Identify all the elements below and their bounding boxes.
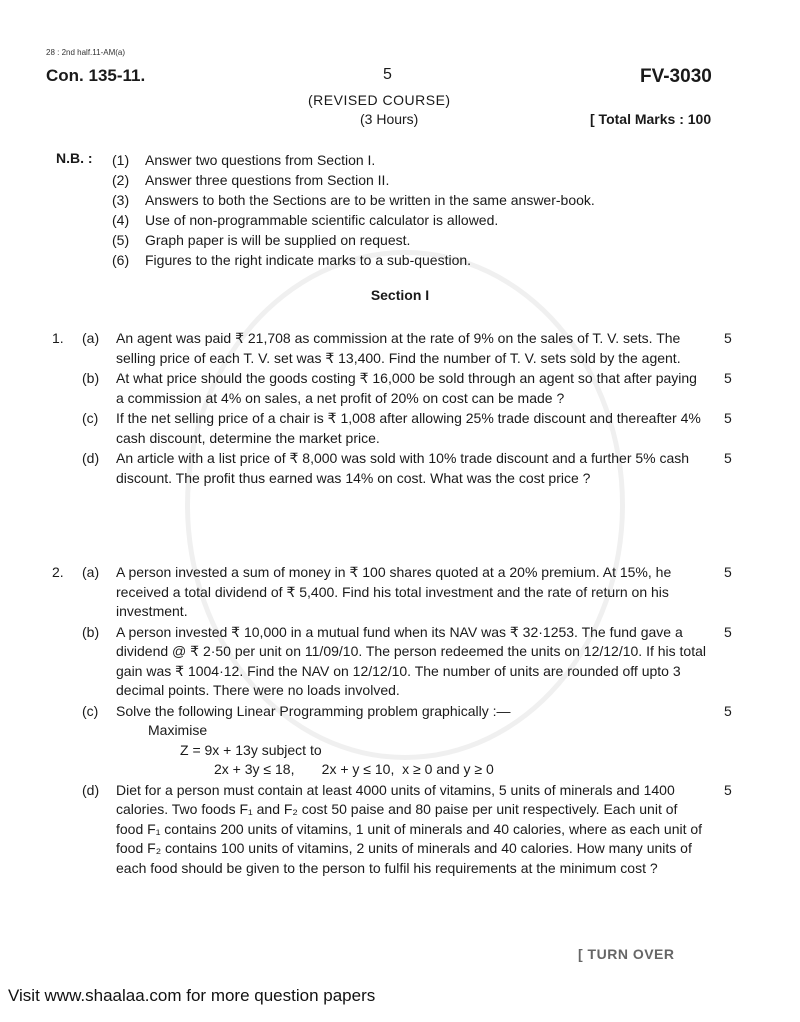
turn-over: [ TURN OVER — [578, 946, 675, 962]
part-marks: 5 — [724, 370, 732, 386]
part-marks: 5 — [724, 410, 732, 426]
duration: (3 Hours) — [360, 111, 419, 127]
part-label: (b) — [82, 623, 100, 640]
part-label: (a) — [82, 330, 100, 346]
question-part — [0, 329, 800, 368]
part-marks: 5 — [724, 623, 732, 640]
part-text: A person invested ₹ 10,000 in a mutual fund when its NAV was ₹ 32·1253. The fund gave a dividend @ ₹ 2·50 per unit on 11/09/10. The person redeemed the units on 12/12/10. If his total gain was ₹ 1004·12. Find the NAV on 12/12/10. The number of units are rounded off upto 3 decimal points. There were no loads involved. — [116, 623, 706, 698]
total-marks: [ Total Marks : 100 — [590, 111, 712, 127]
instruction-item: (3) Answers to both the Sections are to be written in the same answer-book. — [112, 192, 595, 208]
nb-label: N.B. : — [56, 150, 93, 166]
part-text: An agent was paid ₹ 21,708 as commission at the rate of 9% on the sales of T. V. sets. The selling price of each T. V. set was ₹ 13,400. Find the number of T. V. sets sold by the agent. — [116, 330, 681, 366]
part-marks: 5 — [724, 564, 732, 580]
instruction-list — [112, 150, 732, 270]
part-text: At what price should the goods costing ₹ 16,000 be sold through an agent so that after paying a commission at 4% on sales, a net profit of 20% on cost can be made ? — [116, 370, 697, 406]
question-part — [0, 781, 800, 879]
tiny-code: 28 : 2nd half.11-AM(a) — [46, 48, 126, 57]
question-2 — [0, 563, 800, 878]
question-number: 1. — [52, 330, 64, 346]
part-text: Solve the following Linear Programming problem graphically :— — [116, 702, 511, 719]
course-label: (REVISED COURSE) — [308, 92, 451, 108]
part-marks: 5 — [724, 781, 732, 798]
lp-objective: Z = 9x + 13y subject to — [180, 741, 322, 758]
part-label: (d) — [82, 781, 100, 798]
instruction-item: (5) Graph paper is will be supplied on request. — [112, 232, 411, 248]
part-marks: 5 — [724, 450, 732, 466]
page-number: 5 — [383, 66, 392, 83]
question-part — [0, 369, 800, 408]
part-marks: 5 — [724, 330, 732, 346]
question-part — [0, 409, 800, 448]
con-code: Con. 135-11. — [46, 66, 146, 85]
lp-maximise: Maximise — [148, 722, 208, 738]
part-text: Diet for a person must contain at least 4000 units of vitamins, 5 units of minerals and 1400 calories. Two foods F₁ and F₂ cost 50 paise and 80 paise per unit respectively. Each unit of food F₁ contains 200 units of vitamins, 1 unit of minerals and 40 calories, where as each unit of food F₂ contains 100 units of vitamins, 2 units of minerals and 40 calories. How many units of each food should be given to the person to fulfil his requirements at the minimum cost ? — [116, 781, 703, 876]
part-marks: 5 — [724, 702, 732, 719]
question-part — [0, 702, 800, 780]
part-text: An article with a list price of ₹ 8,000 was sold with 10% trade discount and a further 5% cash discount. The profit thus earned was 14% on cost. What was the cost price ? — [116, 450, 690, 486]
instruction-item: (6) Figures to the right indicate marks to a sub-question. — [112, 252, 472, 268]
paper-code: FV-3030 — [640, 66, 712, 87]
part-label: (a) — [82, 564, 100, 580]
instruction-item: (1) Answer two questions from Section I. — [112, 152, 376, 168]
part-label: (c) — [82, 410, 99, 426]
question-1 — [0, 329, 800, 488]
part-label: (d) — [82, 450, 100, 466]
instruction-item: (4) Use of non-programmable scientific calculator is allowed. — [112, 212, 499, 228]
question-part — [0, 563, 800, 622]
part-text: If the net selling price of a chair is ₹ 1,008 after allowing 25% trade discount and thereafter 4% cash discount, determine the market price. — [116, 410, 701, 446]
instruction-item: (2) Answer three questions from Section II. — [112, 172, 390, 188]
lp-constraints: 2x + 3y ≤ 18, 2x + y ≤ 10, x ≥ 0 and y ≥ 0 — [214, 761, 494, 777]
part-label: (b) — [82, 370, 100, 386]
section-title: Section I — [370, 287, 430, 303]
part-text: A person invested a sum of money in ₹ 100 shares quoted at a 20% premium. At 15%, he received a total dividend of ₹ 5,400. Find his total investment and the rate of return on his investment. — [116, 564, 672, 619]
question-number: 2. — [52, 564, 64, 580]
question-part — [0, 449, 800, 488]
question-part — [0, 623, 800, 701]
footer-text: Visit www.shaalaa.com for more question papers — [8, 986, 376, 1005]
part-label: (c) — [82, 702, 99, 719]
